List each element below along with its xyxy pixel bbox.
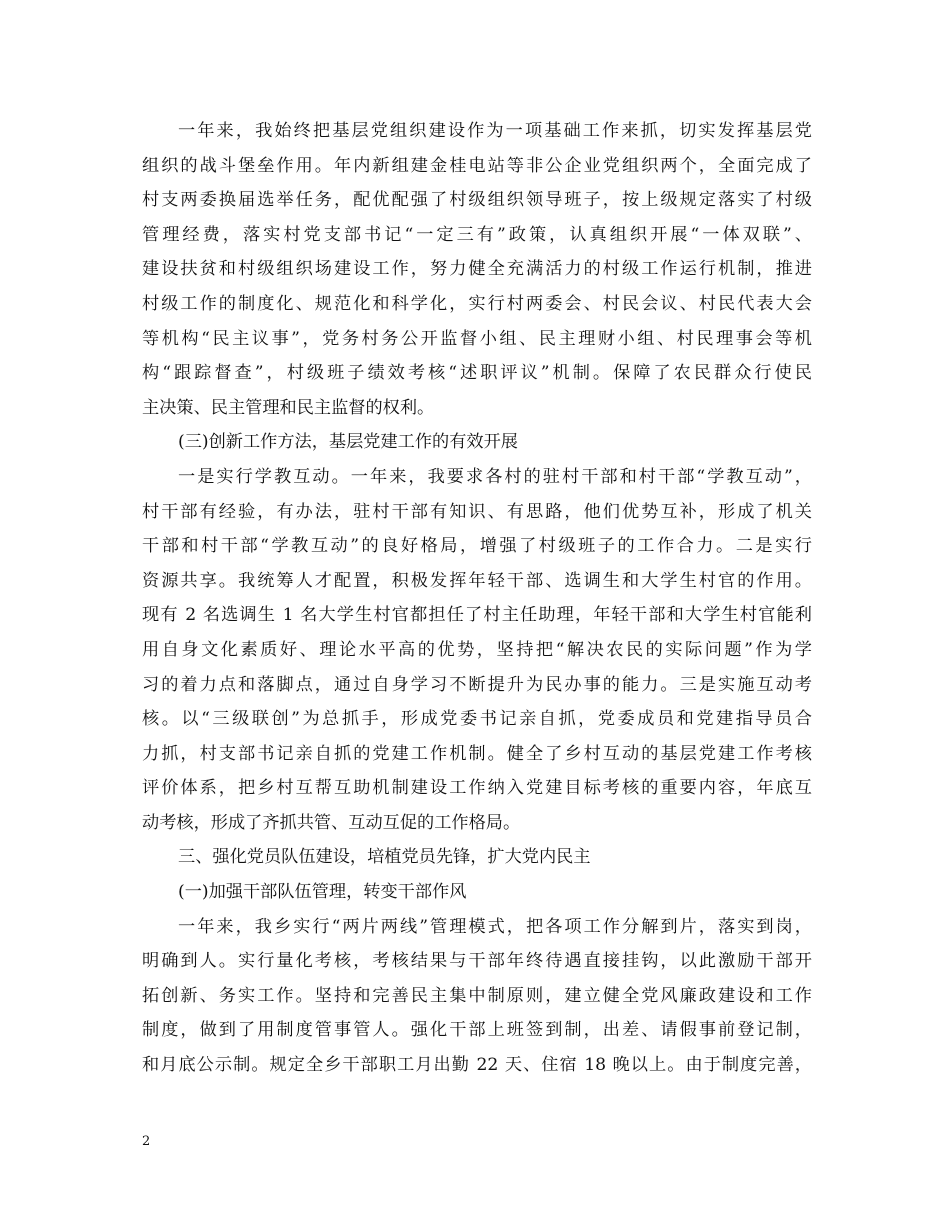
text-line: 一年来，我始终把基层党组织建设作为一项基础工作来抓，切实发挥基层党 (178, 121, 812, 141)
text-line: 三、强化党员队伍建设，培植党员先锋，扩大党内民主 (178, 847, 591, 868)
text-line: 村级工作的制度化、规范化和科学化，实行村两委会、村民会议、村民代表大会 (142, 293, 812, 314)
text-line: 评价体系，把乡村互帮互助机制建设工作纳入党建目标考核的重要内容，年底互 (142, 778, 812, 799)
text-line: 资源共享。我统筹人才配置，积极发挥年轻干部、选调生和大学生村官的作用。 (142, 570, 812, 591)
text-line: 明确到人。实行量化考核，考核结果与干部年终待遇直接挂钩，以此激励干部开 (142, 951, 812, 972)
text-line: 村支两委换届选举任务，配优配强了村级组织领导班子，按上级规定落实了村级 (142, 190, 812, 211)
text-line: 村干部有经验，有办法，驻村干部有知识、有思路，他们优势互补，形成了机关 (142, 501, 812, 522)
text-line: (三)创新工作方法，基层党建工作的有效开展 (178, 432, 518, 453)
text-line: (一)加强干部队伍管理，转变干部作风 (178, 882, 467, 903)
text-line: 制度，做到了用制度管事管人。强化干部上班签到制，出差、请假事前登记制， (142, 1020, 812, 1041)
text-line: 动考核，形成了齐抓共管、互动互促的工作格局。 (142, 812, 521, 833)
text-line: 一年来，我乡实行“两片两线”管理模式，把各项工作分解到片，落实到岗， (178, 916, 812, 937)
document-body (142, 114, 812, 1083)
text-line: 拓创新、务实工作。坚持和完善民主集中制原则，建立健全党风廉政建设和工作 (142, 985, 812, 1006)
text-line: 构“跟踪督查”，村级班子绩效考核“述职评议”机制。保障了农民群众行使民 (142, 363, 812, 384)
page-number: 2 (142, 1134, 151, 1149)
text-line: 核。以“三级联创”为总抓手，形成党委书记亲自抓，党委成员和党建指导员合 (142, 709, 812, 730)
text-line: 一是实行学教互动。一年来，我要求各村的驻村干部和村干部“学教互动”， (178, 466, 812, 487)
text-line: 主决策、民主管理和民主监督的权利。 (142, 397, 435, 418)
text-line: 等机构“民主议事”，党务村务公开监督小组、民主理财小组、村民理事会等机 (142, 328, 812, 349)
text-line: 现有 2 名选调生 1 名大学生村官都担任了村主任助理，年轻干部和大学生村官能利 (142, 605, 812, 626)
text-line: 和月底公示制。规定全乡干部职工月出勤 22 天、住宿 18 晚以上。由于制度完善， (142, 1055, 812, 1076)
text-line: 建设扶贫和村级组织场建设工作，努力健全充满活力的村级工作运行机制，推进 (142, 259, 812, 280)
text-line: 力抓，村支部书记亲自抓的党建工作机制。健全了乡村互动的基层党建工作考核 (142, 743, 812, 764)
text-line: 干部和村干部“学教互动”的良好格局，增强了村级班子的工作合力。二是实行 (142, 536, 812, 557)
text-line: 用自身文化素质好、理论水平高的优势，坚持把“解决农民的实际问题”作为学 (142, 639, 812, 660)
text-line: 组织的战斗堡垒作用。年内新组建金桂电站等非公企业党组织两个，全面完成了 (142, 155, 812, 176)
text-line: 习的着力点和落脚点，通过自身学习不断提升为民办事的能力。三是实施互动考 (142, 674, 812, 695)
text-line: 管理经费，落实村党支部书记“一定三有”政策，认真组织开展“一体双联”、 (142, 224, 812, 245)
